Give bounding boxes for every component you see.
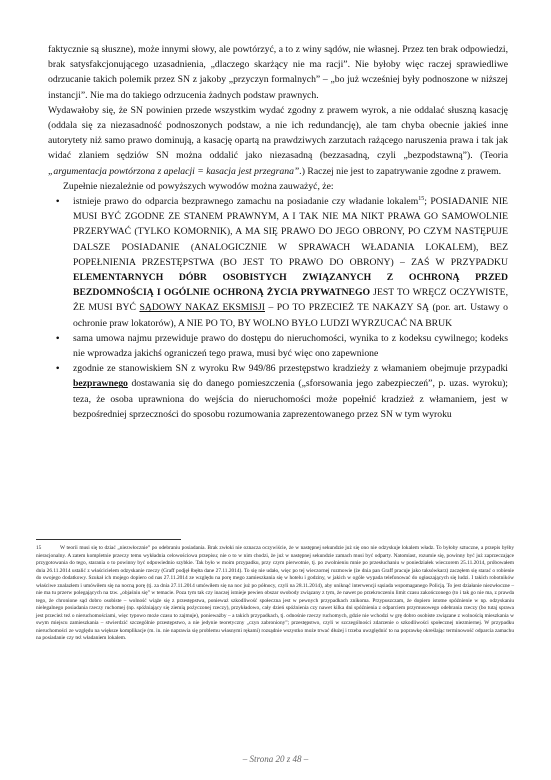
bullet-2-text: sama umowa najmu przewiduje prawo do dostępu do nieruchomości, wynika to z kodeksu cywilnego; kodeks nie wprowadza jakichś ograniczeń tego prawa, musi być więc ono zapewnione: [73, 332, 508, 360]
bullet-1-bold-text: ELEMENTARNYCH DÓBR OSOBISTYCH ZWIĄZANYCH Z OCHRONĄ PRZED BEZDOMNOŚCIĄ I OGÓLNIE OCHRONĄ ŻYCIA PRYWATNEGO: [73, 272, 508, 299]
paragraph-2-text-a: Wydawałoby się, że SN powinien przede wszystkim wydać zgodny z prawem wyrok, a nie oddalać słuszną kasację (oddala się za niezasadność podnoszonych podstaw, a nie ich redundancję), ale tam chyba obecnie jakieś inne autorytety niż samo prawo dominują, a kasację opartą na prawdziwych zarzutach rażącego naruszenia prawa i tak jak widać zlaniem sędziów SN można oddalić jako niezasadną (bezzasadną, czyli „bezpodstawną”). (Teoria: [48, 104, 508, 162]
paragraph-2-text-b: ) Raczej nie jest to zapatrywanie zgodne z prawem.: [301, 165, 502, 177]
bullet-1-underlined-text: SĄDOWY NAKAZ EKSMISJI: [139, 302, 265, 314]
paragraph-3: Zupełnie niezależnie od powyższych wywodów można zauważyć, że:: [63, 180, 334, 192]
paragraph-2: [48, 103, 508, 179]
main-text: [48, 42, 508, 422]
bullet-1-text-a: istnieje prawo do odparcia bezprawnego zamachu na posiadanie czy władanie lokalem: [73, 196, 419, 208]
bullet-1-text-d: – PO TO PRZECIEŻ TE NAKAZY SĄ (por. art. Ustawy o ochronie praw lokatorów), A NIE PO TO, BY WOLNO BYŁO LUDZI WYRZUCAĆ NA BRUK: [73, 302, 509, 329]
bullet-3-bold-underlined-text: bezprawnego: [73, 378, 128, 390]
bullet-icon: •: [56, 196, 60, 208]
bullet-icon: •: [56, 332, 60, 344]
footnote-text: W teorii musi się to dziać „niezwłocznie” po odebraniu posiadania. Brak zwłoki nie oznacza oczywiście, że w następnej sekundzie już się ono nie odzyskuje lokalem władz. To byłoby sztuczne, a przepis byłby nieracjonalny. A zatem kompletnie przeczy temu wykładnia celowościowa przepisu; nie o to w nim chodzi, że już w następnej sekundzie zamach musi być odparty. Natomiast, rozumie się, powinny być już zaprzeczające przygotowania do tego, starania o to powinny być odpowiednio szybkie. Tak było w moim przypadku, przy czym pierwotnie, tj. po zwolnieniu mnie po przesłuchaniu w poniedziałek wieczorem 25.11.2014, próbowałem dnia 26.11.2014 ustalić z właścicielem odzyskanie rzeczy (Graff podjęł łbęłta dane 27.11.2014). To się nie udało, więc po tej wieczornej rozmowie (że dnia pan Graff pracuje jako taksówkarz) zaczęłem się starać o robienie do swojego dodatkowy. Szukał ich mojego dopiero od nas 27.11.2014 ze względu na porę mego zamieszkania się w hotelu i godziny, w jakich w ogóle wypada telefonować do ogłaszających się ludzi. I takich robotników właściwe znalazłem i umówiłem się na nocną porę (tj. za dnia 27.11.2014 umówiłem się na noc już po północy, czyli na 28.11.2014), aby uniknąć interwencji sąsiada wspomaganego Policją. To jest działanie niezwłoczne – nie ma tu przerw polegających na tzw. „objaśniu się” w temacie. Poza tym tak czy inaczej istnieje pewien obszar swobody związany z tym, że nawet po przekroczeniu limit czasu zakończonego (to i tak go nie ma, z prawda tego, że chronione sąd dobro osobiste – wolność wiąże się z przestępstwa, ponieważ szkodliwość społeczna jest w pewnych przypadkach znikoma. Przypuszczam, że dopiero istotne spóźnienie w np. odzyskaniu nielegalnego posiadania rzeczy ruchomej (np. spóźniający się ziemią pożyczonej rzeczy), przykładowo, cały dzień spóźnienia czy nawet kilka dni spóźnienia z odparciem przymusowego odebrania rzeczy (bo tutaj sprawa jest przecież też o nieruchomościami, więc typowo może czasu to zajmuje), ponieważby – a takich przypadkach, tj. odnośnie rzeczy ruchomych, gdzie nie wchodzi w grę dobro osobiste związane z wolnością mieszkania w swym miejscu zamieszkania – stwierdzić szczególnie przestępstwo, a nie jedynie teoretyczny „czyn zabroniony”; przestępstwo, czyli w szczególności zdarzenie o szkodliwości społecznej niezmiernej. W przypadku nieruchomości ze względu na większe komplikacje (m. in. nie naprawia się problemu własnymi rękami) rozsądnie wszystko może trwać dłużej i trzeba uwzględnić to na poprawkę określając terminowość odparcia zamachu na posiadanie czy też władaniem lokalem.: [36, 545, 514, 641]
paragraph-1: faktycznie są słuszne), może innymi słowy, ale powtórzyć, a to z winy sądów, nie własnej. Przez ten brak odpowiedzi, brak satysfakcjonującego uzasadnienia, „dlaczego skarżący nie ma racji”. Nie byłoby więc raczej sprawiedliwe odrzucanie takich polemik przez SN z jakoby „przyczyn formalnych” – „bo już wcześniej były podnoszone w niższej instancji”. Nie ma do takiego odrzucenia żadnych podstaw prawnych.: [48, 44, 508, 101]
footnote: [36, 545, 514, 643]
footnote-ref[interactable]: 15: [418, 195, 425, 202]
footnote-number: 15: [36, 545, 42, 551]
list-item: [48, 331, 508, 361]
bullet-3-text-b: dostawania się do danego pomieszczenia („sforsowania jego zabezpieczeń”, p. uzas. wyroku); teza, że osoba uprawniona do wejścia do nieruchomości może popełnić kradzież z włamaniem, jest w bezpośredniej sprzeczności do sposobu rozumowania zaprezentowanego przez SN w tym wyroku: [73, 378, 508, 420]
footnote-divider: [36, 539, 181, 540]
list-item: [48, 194, 508, 331]
bullet-1-text-b: ; POSIADANIE NIE MUSI BYĆ ZGODNE ZE STANEM PRAWNYM, A I TAK NIE MA NIKT PRAWA GO SAMOWOLNIE PRZERYWAĆ (TYLKO KOMORNIK), A MA SIĘ PRAWO DO JEGO OBRONY, PO CZYM NASTĘPUJE DALSZE POSIADANIE (ANALOGICZNIE W SPRAWACH WŁADANIA LOKALEM), BEZ POPEŁNIENIA PRZESTĘPSTWA (BO JEST TO PRAWO DO OBRONY) – ZAŚ W PRZYPADKU: [73, 196, 508, 268]
list-item: [48, 361, 508, 422]
bullet-icon: •: [56, 363, 60, 375]
bullet-list: [48, 194, 508, 422]
bullet-1-text-c: JEST TO WRĘCZ OCZYWISTE, ŻE MUSI BYĆ: [73, 287, 509, 314]
bullet-3-text-a: zgodnie ze stanowiskiem SN z wyroku Rw 949/86 przestępstwo kradzieży z włamaniem obejmuje przypadki: [73, 363, 508, 375]
paragraph-2-italic-quote: „argumentacja powtórzona z apelacji = kasacja jest przegrana”.: [48, 165, 302, 177]
page-footer: – Strona 20 z 48 –: [242, 754, 309, 764]
